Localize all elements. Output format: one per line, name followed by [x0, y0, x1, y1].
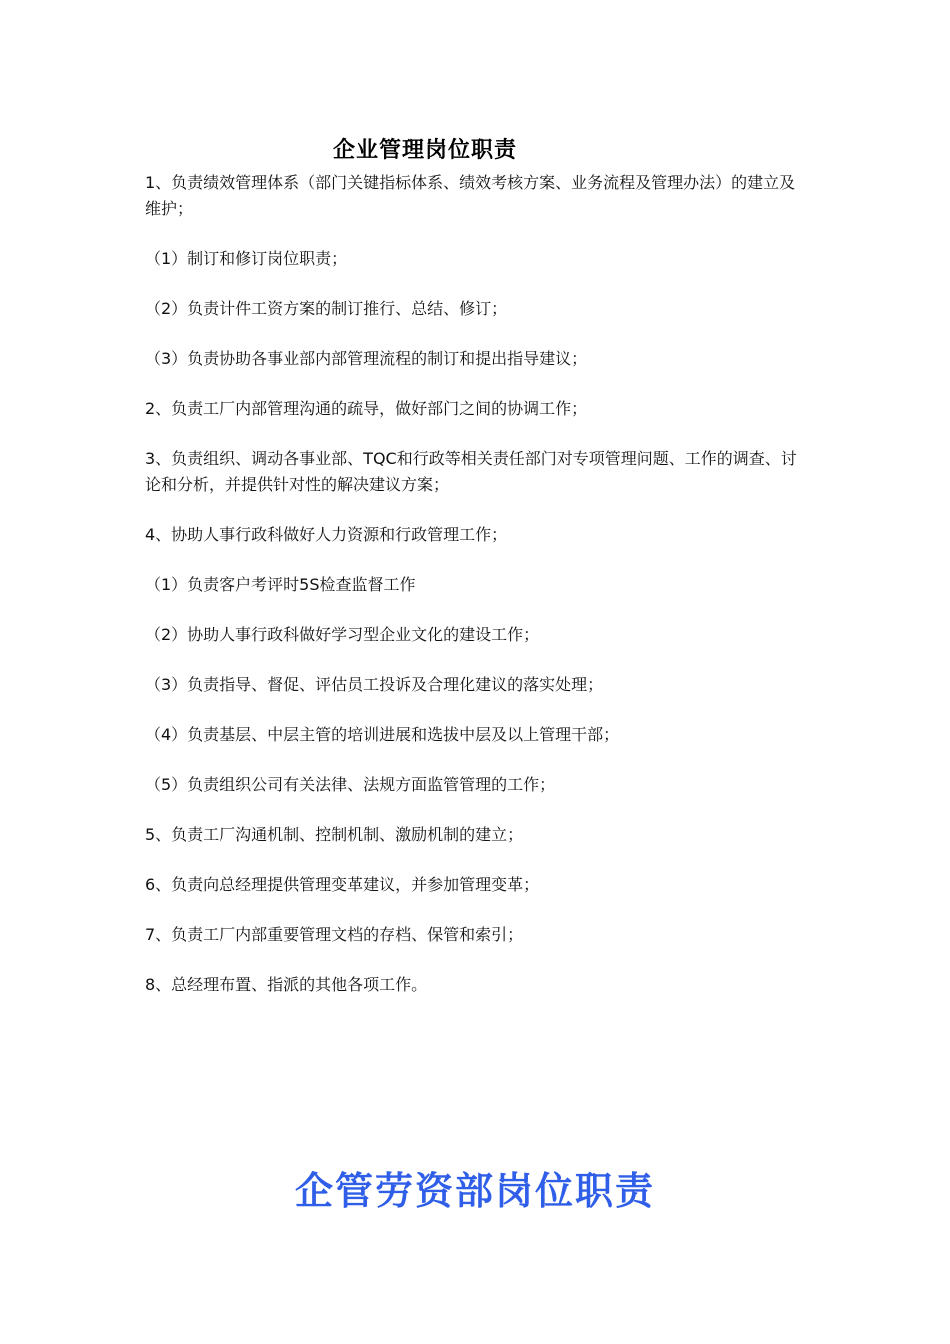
paragraph-1-3: （3）负责协助各事业部内部管理流程的制订和提出指导建议；	[145, 349, 588, 368]
document-title: 企业管理岗位职责	[332, 137, 517, 163]
paragraph-4-2: （2）协助人事行政科做好学习型企业文化的建设工作；	[145, 625, 540, 644]
paragraph-6: 6、负责向总经理提供管理变革建议，并参加管理变革；	[145, 875, 540, 894]
document-body	[145, 170, 805, 1022]
paragraph-4-3: （3）负责指导、督促、评估员工投诉及合理化建议的落实处理；	[145, 675, 604, 694]
paragraph-8: 8、总经理布置、指派的其他各项工作。	[145, 975, 428, 994]
paragraph-1-2: （2）负责计件工资方案的制订推行、总结、修订；	[145, 299, 508, 318]
paragraph-4-1: （1）负责客户考评时5S检查监督工作	[145, 575, 416, 594]
paragraph-1-1: （1）制订和修订岗位职责；	[145, 249, 348, 268]
paragraph-4: 4、协助人事行政科做好人力资源和行政管理工作；	[145, 525, 508, 544]
paragraph-4-5: （5）负责组织公司有关法律、法规方面监管管理的工作；	[145, 775, 556, 794]
paragraph-5: 5、负责工厂沟通机制、控制机制、激励机制的建立；	[145, 825, 524, 844]
paragraph-2: 2、负责工厂内部管理沟通的疏导，做好部门之间的协调工作；	[145, 399, 588, 418]
paragraph-4-4: （4）负责基层、中层主管的培训进展和选拔中层及以上管理干部；	[145, 725, 620, 744]
section-heading: 企管劳资部岗位职责	[294, 1168, 655, 1213]
paragraph-7: 7、负责工厂内部重要管理文档的存档、保管和索引；	[145, 925, 524, 944]
paragraph-3: 3、负责组织、调动各事业部、TQC和行政等相关责任部门对专项管理问题、工作的调查、讨论和分析，并提供针对性的解决建议方案；	[145, 449, 797, 494]
paragraph-1: 1、负责绩效管理体系（部门关键指标体系、绩效考核方案、业务流程及管理办法）的建立及维护；	[145, 173, 796, 218]
